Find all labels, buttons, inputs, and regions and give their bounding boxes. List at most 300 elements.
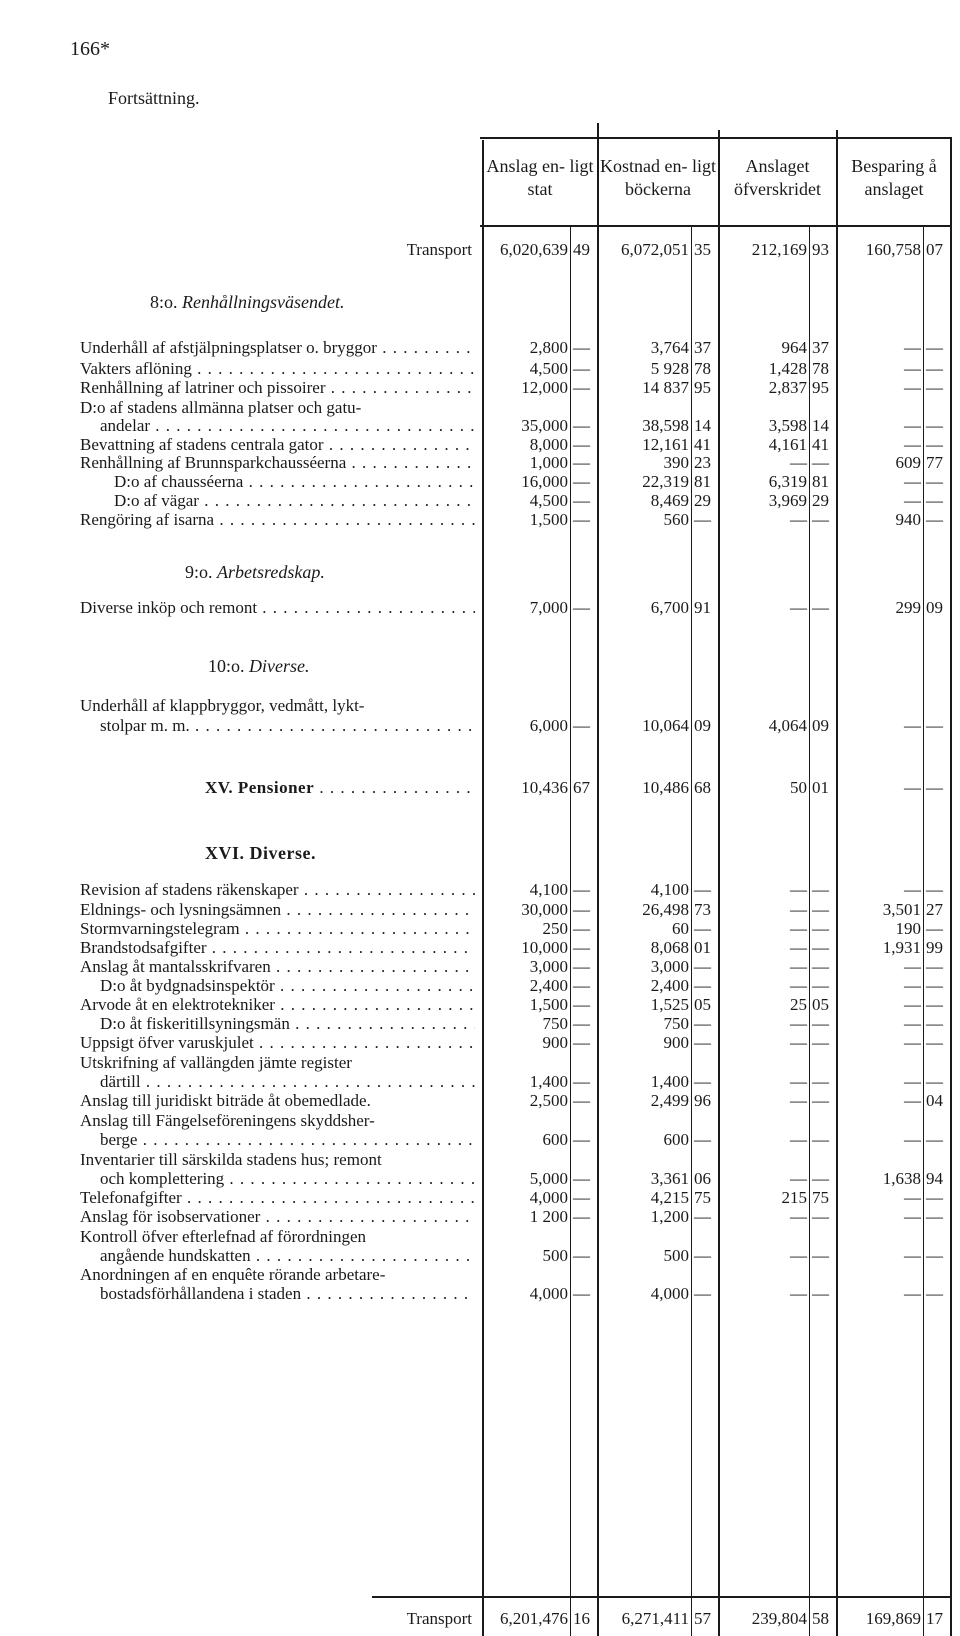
cell-besparing: — [904,378,921,397]
row-label: bostadsförhållandena i staden . . . [100,1284,475,1304]
cell-kostnad: 2,400 [650,976,689,995]
row-label: och komplettering . . . [100,1169,475,1189]
cell-anslag: 4,000 [529,1188,568,1207]
cell-anslag-ore: — [573,1014,590,1033]
cell-besparing-ore: — [926,1130,943,1149]
cell-besparing: — [904,491,921,510]
cell-overskridet: 50 [790,778,807,797]
table-row [0,338,960,360]
cell-besparing: — [904,778,921,797]
section-label: Pensioner [237,778,315,797]
transport-row [0,240,960,262]
cell-kostnad-ore: 06 [694,1169,711,1188]
cell-anslag: 4,500 [529,491,568,510]
cell-besparing: — [904,976,921,995]
row-label: Kontroll öfver efterlefnad af förordningen [80,1227,367,1246]
cell-anslag: 1,500 [529,510,568,529]
cell-anslag-ore: — [573,378,590,397]
cell-overskridet: 2,837 [768,378,807,397]
cell-besparing-ore: — [926,435,943,454]
section-number: XV. [205,778,234,797]
cell-kostnad: 10,064 [642,716,689,735]
cell-overskridet-ore: — [812,1033,829,1052]
cell-kostnad: 1,200 [650,1207,689,1226]
table-row [0,1130,960,1152]
cell-besparing-ore: — [926,1033,943,1052]
cell-kostnad-ore: 91 [694,598,711,617]
cell-anslag-ore: — [573,1246,590,1265]
cell-overskridet: 25 [790,995,807,1014]
cell-anslag-ore: — [573,453,590,472]
cell-anslag-ore: — [573,338,590,357]
cell-besparing: 1,931 [882,938,921,957]
row-label: Underhåll af afstjälpningsplatser o. bryggor . . . [80,338,475,358]
cell-besparing-ore: — [926,1246,943,1265]
cell-anslag-ore: — [573,1169,590,1188]
row-label: därtill . . . [100,1072,475,1092]
cell-overskridet: — [790,938,807,957]
cell-besparing: — [904,880,921,899]
cell-besparing: 299 [895,598,921,617]
header-anslag: Anslag en- ligt stat [486,156,594,199]
cell-kostnad: 900 [663,1033,689,1052]
cell-kostnad: 6,271,411 [621,1609,689,1628]
section-10-title: 10:o. Diverse. [208,656,310,676]
cell-anslag: 6,020,639 [500,240,568,259]
table-row [0,880,960,902]
cell-anslag-ore: — [573,919,590,938]
cell-overskridet-ore: 37 [812,338,829,357]
cell-anslag: 5,000 [529,1169,568,1188]
cell-anslag: 1,500 [529,995,568,1014]
cell-overskridet: — [790,1284,807,1303]
cell-besparing-ore: 27 [926,900,943,919]
cell-anslag-ore: — [573,491,590,510]
cell-anslag: 2,800 [529,338,568,357]
cell-overskridet: — [790,1014,807,1033]
table-top-rule [480,137,950,139]
cell-besparing: — [904,472,921,491]
cell-overskridet: 964 [781,338,807,357]
table-row [0,696,960,718]
cell-overskridet: — [790,880,807,899]
cell-anslag-ore: 67 [573,778,590,797]
row-label: Renhållning af latriner och pissoirer . . . [80,378,475,398]
cell-anslag: 1,000 [529,453,568,472]
row-label: Anslag för isobservationer . . . [80,1207,475,1227]
cell-anslag-ore: — [573,359,590,378]
cell-overskridet: 3,969 [768,491,807,510]
cell-besparing: — [904,1284,921,1303]
cell-kostnad-ore: 57 [694,1609,711,1628]
cell-kostnad: 600 [663,1130,689,1149]
cell-anslag-ore: — [573,957,590,976]
cell-kostnad-ore: 05 [694,995,711,1014]
cell-besparing: — [904,416,921,435]
cell-overskridet: 4,064 [768,716,807,735]
cell-besparing-ore: 07 [926,240,943,259]
row-label: Telefonafgifter . . . [80,1188,475,1208]
cell-anslag-ore: — [573,510,590,529]
cell-besparing-ore: — [926,338,943,357]
cell-overskridet: — [790,1072,807,1091]
cell-besparing-ore: — [926,957,943,976]
cell-besparing: 1,638 [882,1169,921,1188]
cell-anslag-ore: — [573,416,590,435]
row-label: Uppsigt öfver varuskjulet . . . [80,1033,475,1053]
section-16-title: XVI. Diverse. [205,843,316,863]
cell-besparing-ore: 09 [926,598,943,617]
section-8-title: 8:o. Renhållningsväsendet. [150,292,345,312]
cell-besparing: — [904,1014,921,1033]
cell-besparing-ore: 04 [926,1091,943,1110]
table-row [0,510,960,532]
cell-anslag: 4,100 [529,880,568,899]
cell-besparing: 160,758 [865,240,921,259]
cell-besparing: — [904,957,921,976]
cell-besparing-ore: — [926,1284,943,1303]
cell-kostnad: 3,000 [650,957,689,976]
cell-kostnad-ore: — [694,957,711,976]
cell-overskridet-ore: 78 [812,359,829,378]
row-label: Stormvarningstelegram . . . [80,919,475,939]
cell-kostnad: 12,161 [642,435,689,454]
cell-overskridet: — [790,1246,807,1265]
cell-overskridet-ore: — [812,1169,829,1188]
table-row [0,598,960,620]
cell-anslag-ore: — [573,1130,590,1149]
cell-overskridet: — [790,1033,807,1052]
cell-kostnad: 560 [663,510,689,529]
cell-kostnad: 4,100 [650,880,689,899]
cell-anslag: 500 [542,1246,568,1265]
cell-kostnad: 1,400 [650,1072,689,1091]
cell-kostnad-ore: 29 [694,491,711,510]
cell-anslag: 10,436 [521,778,568,797]
cell-kostnad: 4,215 [650,1188,689,1207]
cell-anslag-ore: — [573,1207,590,1226]
cell-anslag-ore: — [573,995,590,1014]
cell-kostnad-ore: 75 [694,1188,711,1207]
row-label: Revision af stadens räkenskaper . . . [80,880,475,900]
cell-anslag-ore: — [573,472,590,491]
cell-anslag: 600 [542,1130,568,1149]
cell-besparing: — [904,1091,921,1110]
cell-besparing: 609 [895,453,921,472]
cell-kostnad: 26,498 [642,900,689,919]
cell-besparing: — [904,1130,921,1149]
cell-kostnad-ore: — [694,1207,711,1226]
cell-overskridet-ore: — [812,1091,829,1110]
cell-anslag: 6,201,476 [500,1609,568,1628]
cell-overskridet-ore: 95 [812,378,829,397]
cell-besparing-ore: 99 [926,938,943,957]
cell-kostnad-ore: — [694,880,711,899]
cell-anslag: 16,000 [521,472,568,491]
row-label: Transport [406,240,472,259]
cell-besparing-ore: — [926,472,943,491]
row-label: Inventarier till särskilda stadens hus; remont [80,1150,382,1169]
cell-anslag: 7,000 [529,598,568,617]
cell-besparing: — [904,1033,921,1052]
bottom-transport-rule [372,1596,952,1598]
cell-kostnad: 390 [663,453,689,472]
row-label: Rengöring af isarna . . . [80,510,475,530]
cell-anslag-ore: — [573,976,590,995]
cell-overskridet: — [790,598,807,617]
cell-kostnad-ore: — [694,1284,711,1303]
cell-besparing-ore: — [926,778,943,797]
transport-row [0,1609,960,1631]
cell-kostnad-ore: 68 [694,778,711,797]
cell-overskridet-ore: 09 [812,716,829,735]
row-label: Arvode åt en elektrotekniker . . . [80,995,475,1015]
cell-kostnad-ore: 95 [694,378,711,397]
cell-kostnad-ore: — [694,510,711,529]
row-label: stolpar m. m. . . . [100,716,475,736]
cell-besparing: — [904,1246,921,1265]
cell-anslag-ore: — [573,1188,590,1207]
cell-kostnad: 2,499 [650,1091,689,1110]
cell-anslag-ore: 16 [573,1609,590,1628]
cell-overskridet: — [790,453,807,472]
row-label: Renhållning af Brunnsparkchausséerna . . . [80,453,475,473]
cell-overskridet-ore: — [812,1246,829,1265]
cell-kostnad: 1,525 [650,995,689,1014]
cell-besparing: — [904,1188,921,1207]
cell-kostnad: 5 928 [650,359,689,378]
cell-anslag: 12,000 [521,378,568,397]
row-label [205,778,475,798]
cell-besparing-ore: — [926,378,943,397]
cell-besparing: — [904,1072,921,1091]
cell-besparing-ore: — [926,510,943,529]
cell-kostnad: 4,000 [650,1284,689,1303]
cell-overskridet-ore: 93 [812,240,829,259]
cell-kostnad: 6,072,051 [621,240,689,259]
cell-kostnad: 38,598 [642,416,689,435]
cell-overskridet-ore: — [812,1072,829,1091]
cell-overskridet-ore: — [812,453,829,472]
cell-anslag: 4,000 [529,1284,568,1303]
cell-overskridet-ore: — [812,976,829,995]
table-row [0,716,960,738]
cell-besparing: 169,869 [865,1609,921,1628]
row-label: Transport [406,1609,472,1628]
cell-anslag-ore: — [573,716,590,735]
cell-overskridet: 212,169 [751,240,807,259]
cell-kostnad-ore: — [694,1072,711,1091]
cell-anslag: 250 [542,919,568,938]
cell-besparing-ore: 17 [926,1609,943,1628]
row-label: Diverse inköp och remont . . . [80,598,475,618]
header-overskridet: Anslaget öfverskridet [734,156,821,199]
continuation-heading: Fortsättning. [108,88,200,108]
cell-anslag-ore: — [573,1091,590,1110]
row-label: D:o af stadens allmänna platser och gatu- [80,398,362,417]
row-label: Anslag till juridiskt biträde åt obemedlade. [80,1091,371,1110]
cell-overskridet: — [790,900,807,919]
cell-besparing: 190 [895,919,921,938]
cell-besparing-ore: — [926,976,943,995]
cell-kostnad-ore: — [694,1130,711,1149]
cell-kostnad-ore: 81 [694,472,711,491]
cell-anslag: 900 [542,1033,568,1052]
cell-anslag-ore: — [573,598,590,617]
cell-overskridet: 215 [781,1188,807,1207]
cell-overskridet: 4,161 [768,435,807,454]
table-row [0,1284,960,1306]
cell-kostnad-ore: 23 [694,453,711,472]
cell-besparing-ore: — [926,995,943,1014]
cell-kostnad: 750 [663,1014,689,1033]
cell-anslag: 3,000 [529,957,568,976]
cell-kostnad-ore: 14 [694,416,711,435]
row-label: Anordningen af en enquête rörande arbetare- [80,1265,386,1284]
cell-besparing: 940 [895,510,921,529]
header-besparing: Besparing å anslaget [851,156,937,199]
cell-besparing-ore: — [926,1207,943,1226]
row-label: Anslag till Fängelseföreningens skyddsher- [80,1111,375,1130]
cell-kostnad: 14 837 [642,378,689,397]
cell-besparing-ore: 94 [926,1169,943,1188]
cell-overskridet: — [790,957,807,976]
cell-besparing-ore: — [926,880,943,899]
cell-overskridet-ore: — [812,957,829,976]
cell-kostnad-ore: 09 [694,716,711,735]
cell-overskridet: — [790,1169,807,1188]
row-label: D:o af vägar . . . [114,491,475,511]
cell-besparing: — [904,359,921,378]
cell-anslag-ore: 49 [573,240,590,259]
cell-kostnad-ore: 35 [694,240,711,259]
cell-overskridet: 6,319 [768,472,807,491]
cell-overskridet-ore: — [812,510,829,529]
cell-besparing: — [904,716,921,735]
cell-overskridet: 3,598 [768,416,807,435]
cell-besparing: — [904,1207,921,1226]
cell-overskridet-ore: — [812,1014,829,1033]
cell-overskridet-ore: — [812,1130,829,1149]
cell-overskridet: — [790,1091,807,1110]
cell-kostnad: 500 [663,1246,689,1265]
cell-kostnad: 8,469 [650,491,689,510]
cell-anslag: 4,500 [529,359,568,378]
cell-anslag: 30,000 [521,900,568,919]
cell-anslag: 1 200 [529,1207,568,1226]
cell-besparing-ore: — [926,359,943,378]
row-label: Anslag åt mantalsskrifvaren . . . [80,957,475,977]
cell-overskridet: — [790,919,807,938]
cell-overskridet-ore: 41 [812,435,829,454]
cell-kostnad-ore: 41 [694,435,711,454]
row-label: andelar . . . [100,416,475,436]
cell-kostnad: 6,700 [650,598,689,617]
cell-overskridet-ore: 29 [812,491,829,510]
cell-kostnad: 22,319 [642,472,689,491]
cell-anslag: 8,000 [529,435,568,454]
cell-overskridet-ore: — [812,919,829,938]
cell-overskridet-ore: — [812,598,829,617]
cell-anslag-ore: — [573,435,590,454]
cell-kostnad-ore: 37 [694,338,711,357]
table-row [0,378,960,400]
row-label: Vakters aflöning . . . [80,359,475,379]
cell-kostnad: 3,764 [650,338,689,357]
row-label: Eldnings- och lysningsämnen . . . [80,900,475,920]
table-row [0,1091,960,1113]
cell-besparing: 3,501 [882,900,921,919]
cell-overskridet-ore: — [812,938,829,957]
cell-kostnad: 3,361 [650,1169,689,1188]
cell-anslag: 2,500 [529,1091,568,1110]
cell-besparing-ore: — [926,1188,943,1207]
cell-overskridet-ore: 81 [812,472,829,491]
cell-anslag-ore: — [573,1033,590,1052]
row-label: Brandstodsafgifter . . . [80,938,475,958]
row-label: Bevattning af stadens centrala gator . . . [80,435,475,455]
row-label: berge . . . [100,1130,475,1150]
cell-besparing-ore: 77 [926,453,943,472]
cell-overskridet-ore: — [812,1284,829,1303]
cell-anslag-ore: — [573,1284,590,1303]
cell-kostnad-ore: — [694,1246,711,1265]
cell-kostnad-ore: — [694,976,711,995]
cell-anslag-ore: — [573,880,590,899]
cell-overskridet-ore: 05 [812,995,829,1014]
cell-kostnad: 10,486 [642,778,689,797]
cell-kostnad-ore: 01 [694,938,711,957]
cell-anslag: 2,400 [529,976,568,995]
cell-anslag: 750 [542,1014,568,1033]
cell-overskridet: — [790,1130,807,1149]
cell-kostnad-ore: — [694,1033,711,1052]
row-label: Utskrifning af vallängden jämte register [80,1053,352,1072]
cell-kostnad: 60 [672,919,689,938]
row-label: D:o af chausséerna . . . [114,472,475,492]
cell-anslag: 10,000 [521,938,568,957]
cell-besparing: — [904,995,921,1014]
cell-besparing-ore: — [926,1072,943,1091]
cell-overskridet: — [790,976,807,995]
table-row [0,1207,960,1229]
cell-overskridet-ore: — [812,900,829,919]
cell-kostnad-ore: 73 [694,900,711,919]
cell-overskridet-ore: 58 [812,1609,829,1628]
row-label: D:o åt fiskeritillsyningsmän . . . [100,1014,475,1034]
cell-besparing: — [904,435,921,454]
section-15-row [0,778,960,800]
cell-overskridet: 1,428 [768,359,807,378]
cell-overskridet-ore: 14 [812,416,829,435]
cell-kostnad: 8,068 [650,938,689,957]
cell-overskridet-ore: — [812,1207,829,1226]
row-label: D:o åt bydgnadsinspektör . . . [100,976,475,996]
page-number: 166* [70,38,110,60]
cell-anslag-ore: — [573,1072,590,1091]
header-rule [480,225,950,227]
cell-besparing-ore: — [926,1014,943,1033]
cell-kostnad-ore: 78 [694,359,711,378]
cell-besparing: — [904,338,921,357]
cell-besparing-ore: — [926,919,943,938]
cell-besparing-ore: — [926,716,943,735]
cell-anslag-ore: — [573,938,590,957]
cell-overskridet: — [790,1207,807,1226]
cell-overskridet-ore: 01 [812,778,829,797]
cell-kostnad-ore: — [694,1014,711,1033]
cell-anslag: 35,000 [521,416,568,435]
